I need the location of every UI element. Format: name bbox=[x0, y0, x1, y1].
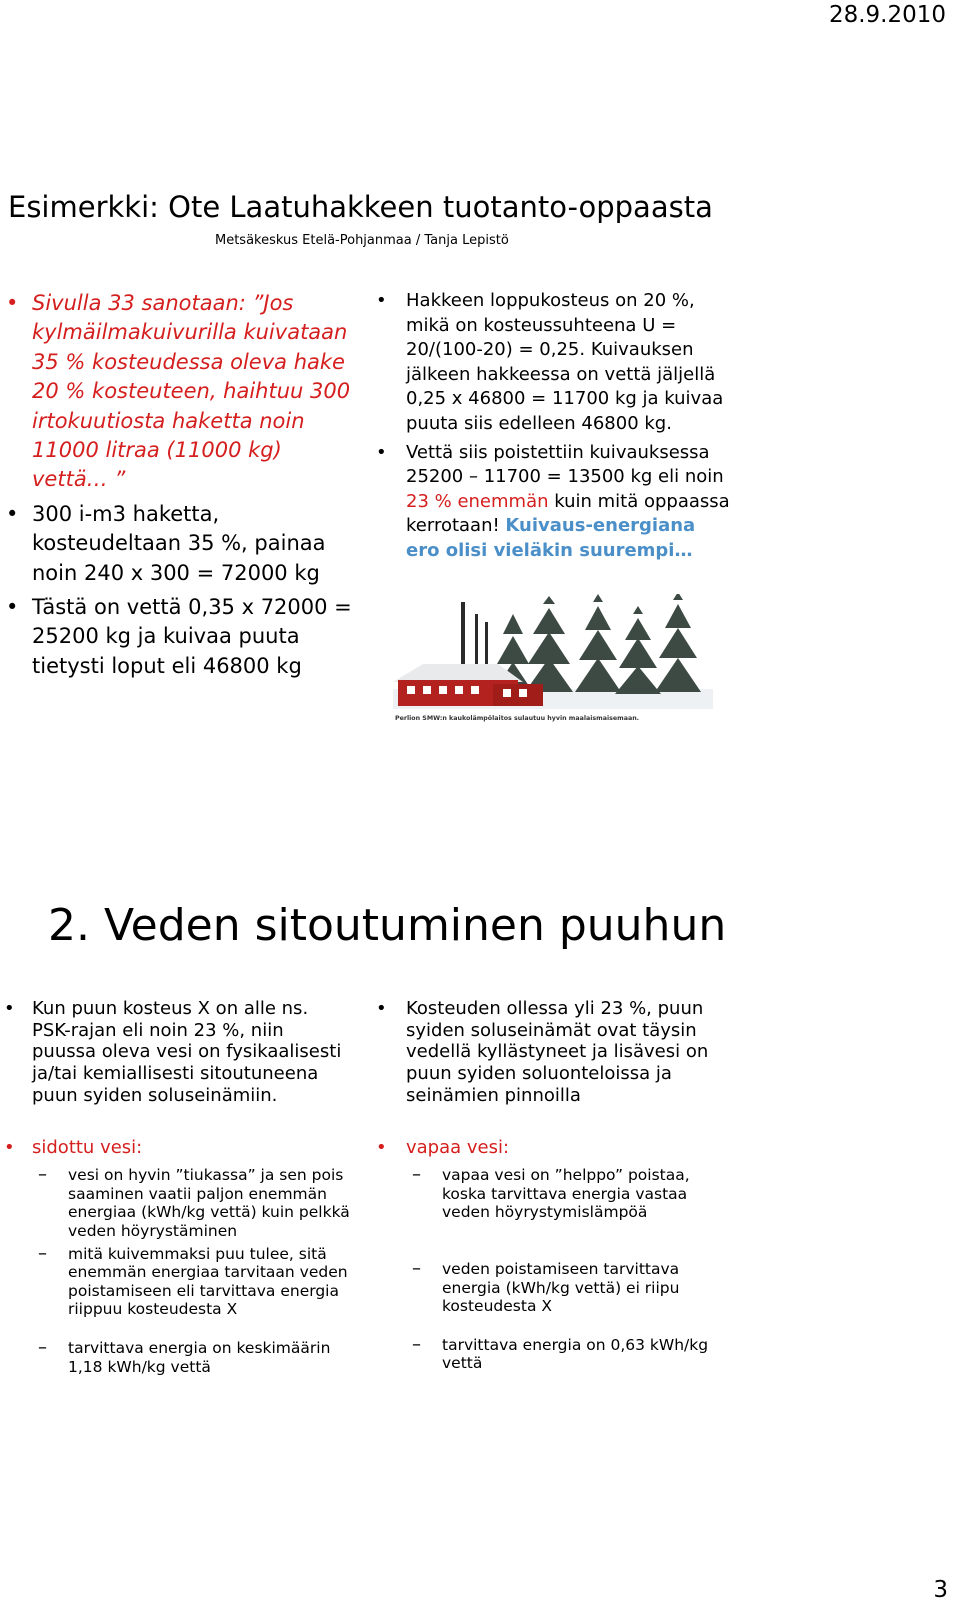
section-title: 2. Veden sitoutuminen puuhun bbox=[48, 900, 727, 951]
list-item: – mitä kuivemmaksi puu tulee, sitä enemmän energiaa tarvitaan veden poistamiseen eli tarvittava energia riippuu kosteudesta X bbox=[68, 1245, 352, 1319]
free-water-heading: • vapaa vesi: bbox=[406, 1137, 726, 1159]
list-item: – tarvittava energia on 0,63 kWh/kg vettä bbox=[442, 1336, 726, 1373]
slide-subtitle: Metsäkeskus Etelä-Pohjanmaa / Tanja Lepistö bbox=[215, 233, 509, 248]
right-bullet-list bbox=[406, 289, 731, 568]
bound-water-heading: • sidottu vesi: bbox=[32, 1137, 352, 1159]
free-water-intro: • Kosteuden ollessa yli 23 %, puun syiden soluseinämät ovat täysin vedellä kyllästyneet ja lisävesi on puun syiden soluonteloissa ja seinämien pinnoilla bbox=[406, 998, 726, 1107]
page-number: 3 bbox=[933, 1577, 948, 1603]
bound-water-column bbox=[32, 998, 352, 1380]
free-water-column bbox=[406, 998, 726, 1377]
left-bullet-list bbox=[32, 289, 362, 686]
list-item: – tarvittava energia on keskimäärin 1,18 kWh/kg vettä bbox=[68, 1339, 352, 1376]
list-item: – vesi on hyvin ”tiukassa” ja sen pois saaminen vaatii paljon enemmän energiaa (kWh/kg vettä) kuin pelkkä veden höyrystäminen bbox=[68, 1166, 352, 1240]
text-run: Vettä siis poistettiin kuivauksessa 25200 – 11700 = 13500 kg eli noin bbox=[406, 441, 724, 488]
heating-plant-photo bbox=[393, 594, 713, 724]
text-run: kuin mitä oppaassa kerrotaan! bbox=[406, 490, 730, 537]
bound-water-intro: • Kun puun kosteus X on alle ns. PSK-rajan eli noin 23 %, niin puussa oleva vesi on fysikaalisesti ja/tai kemiallisesti sitoutuneena puun syiden soluseinämiin. bbox=[32, 998, 352, 1107]
list-item: • Hakkeen loppukosteus on 20 %, mikä on kosteussuhteena U = 20/(100-20) = 0,25. Kuivauksen jälkeen hakkeessa on vettä jäljellä 0,25 x 46800 = 11700 kg ja kuivaa puuta siis edelleen 46800 kg. bbox=[406, 289, 731, 437]
date: 28.9.2010 bbox=[828, 2, 946, 28]
highlight-blue: Kuivaus-energiana ero olisi vieläkin suurempi… bbox=[406, 515, 696, 561]
highlight-red: 23 % enemmän bbox=[406, 490, 549, 512]
photo-caption: Perlion SMW:n kaukolämpölaitos sulautuu hyvin maalaismaisemaan. bbox=[395, 715, 640, 722]
list-item: – vapaa vesi on ”helppo” poistaa, koska tarvittava energia vastaa veden höyrystymislämpöä bbox=[442, 1166, 726, 1222]
list-item: • Sivulla 33 sanotaan: ”Jos kylmäilmakuivurilla kuivataan 35 % kosteudessa oleva hake 20 % kosteuteen, haihtuu 300 irtokuutiosta haketta noin 11000 litraa (11000 kg) vettä… ” bbox=[32, 289, 362, 495]
list-item: • 300 i-m3 haketta, kosteudeltaan 35 %, painaa noin 240 x 300 = 72000 kg bbox=[32, 500, 362, 588]
list-item: • Tästä on vettä 0,35 x 72000 = 25200 kg ja kuivaa puuta tietysti loput eli 46800 kg bbox=[32, 593, 362, 681]
list-item bbox=[406, 441, 731, 564]
slide-title: Esimerkki: Ote Laatuhakkeen tuotanto-oppaasta bbox=[8, 190, 713, 224]
list-item: – veden poistamiseen tarvittava energia (kWh/kg vettä) ei riipu kosteudesta X bbox=[442, 1260, 726, 1316]
